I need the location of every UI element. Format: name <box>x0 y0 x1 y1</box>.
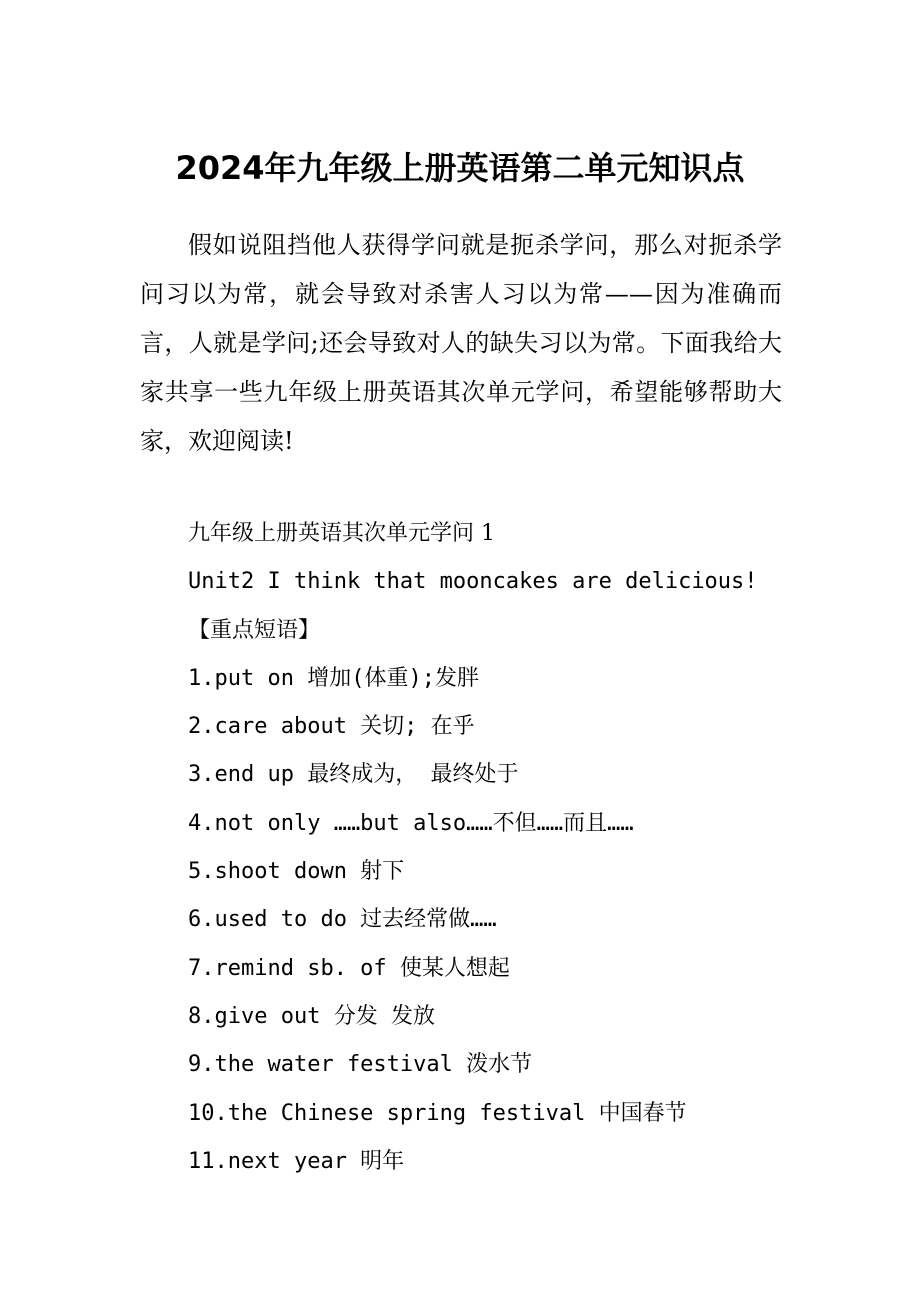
section-heading: 九年级上册英语其次单元学问 1 <box>188 521 495 546</box>
phrase-item: 6.used to do 过去经常做…… <box>188 907 497 933</box>
phrase-item: 3.end up 最终成为， 最终处于 <box>188 762 519 788</box>
phrase-item: 5.shoot down 射下 <box>188 859 405 885</box>
phrase-item: 7.remind sb. of 使某人想起 <box>188 955 510 981</box>
phrase-item: 1.put on 增加(体重);发胖 <box>188 665 479 691</box>
phrases-heading: 【重点短语】 <box>188 617 321 643</box>
phrase-item: 8.give out 分发 发放 <box>188 1003 435 1029</box>
content-list <box>188 510 788 1186</box>
document-title: 2024年九年级上册英语第二单元知识点 <box>175 149 745 187</box>
phrase-item: 9.the water festival 泼水节 <box>188 1052 533 1078</box>
intro-paragraph: 假如说阻挡他人获得学问就是扼杀学问，那么对扼杀学问习以为常，就会导致对杀害人习以为常——因为准确而言，人就是学问;还会导致对人的缺失习以为常。下面我给大家共享一些九年级上册英语其次单元学问，希望能够帮助大家，欢迎阅读! <box>140 231 782 455</box>
phrase-item: 11.next year 明年 <box>188 1148 405 1174</box>
phrase-item: 4.not only ……but also……不但……而且…… <box>188 810 634 836</box>
phrase-item: 2.care about 关切; 在乎 <box>188 714 475 740</box>
phrase-item: 10.the Chinese spring festival 中国春节 <box>188 1100 687 1126</box>
unit-title: Unit2 I think that mooncakes are delicious! <box>188 569 758 595</box>
